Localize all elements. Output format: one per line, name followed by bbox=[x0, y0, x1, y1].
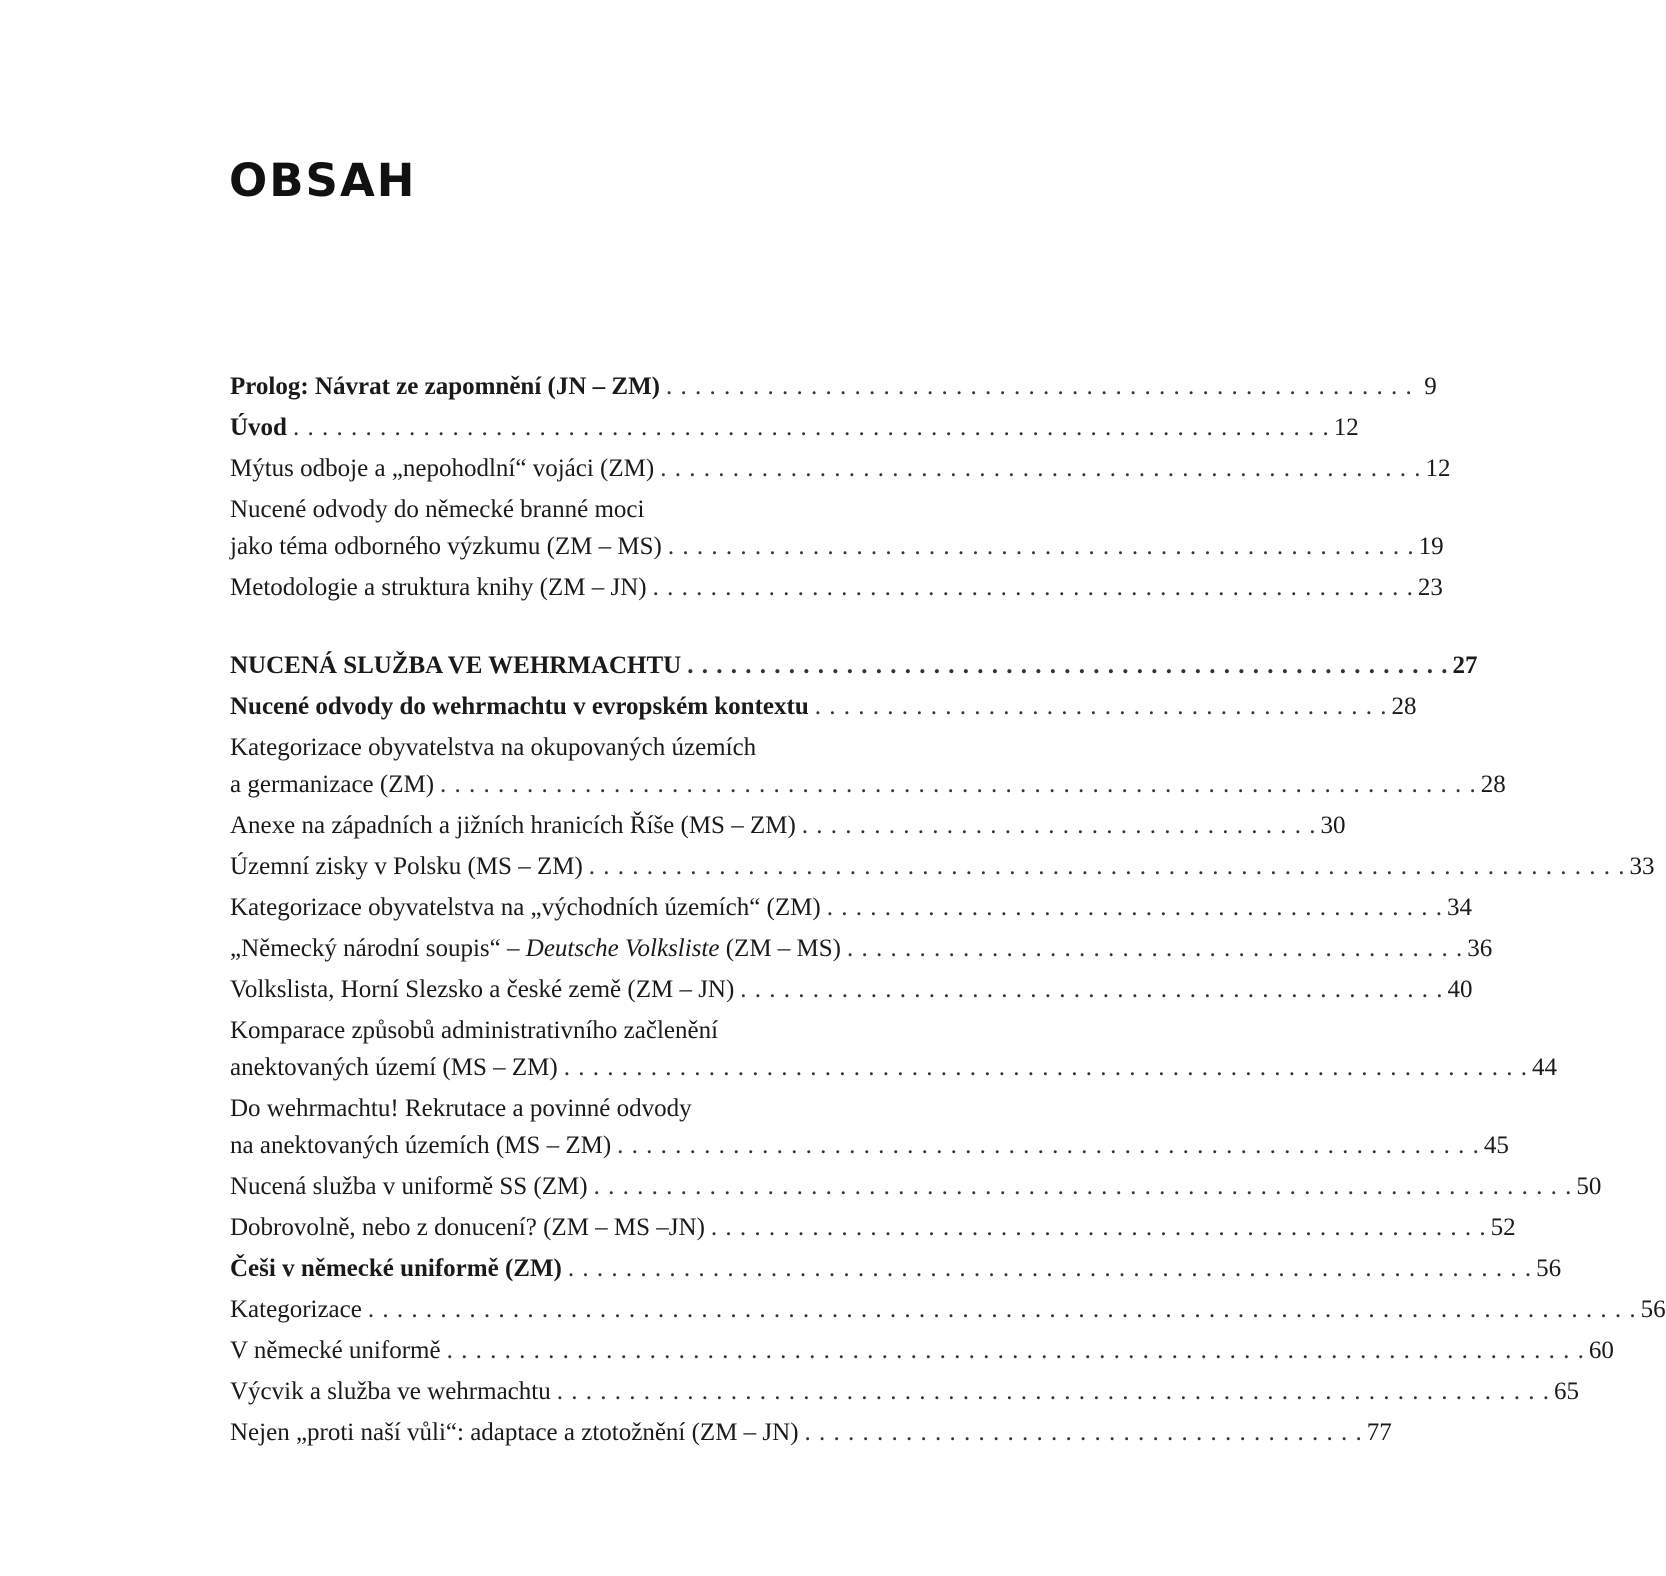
toc-entry-title: Metodologie a struktura knihy (ZM – JN) bbox=[230, 574, 647, 601]
leader-dots: . . . . . . . . . . . . . . . . . . . . . . . . . . . . . . . . . . . . . . . . . . . . . . . . . . . . . bbox=[660, 455, 1422, 482]
toc-entry-prolog[interactable] bbox=[230, 368, 1437, 405]
toc-entry-page: 52 bbox=[1490, 1214, 1516, 1241]
toc-entry-page: 40 bbox=[1447, 976, 1473, 1003]
leader-dots: . . . . . . . . . . . . . . . . . . . . . . . . . . . . . . . . . . . . . . . . . . . bbox=[847, 935, 1464, 962]
leader-dots: . . . . . . . . . . . . . . . . . . . . . . . . . . . . . . . . . . . . . . . . . . . . . . . . . . . . . . . . . . . . . . . . . . . bbox=[563, 1054, 1528, 1081]
toc-entry-uniforma-ss[interactable] bbox=[230, 1168, 1602, 1205]
leader-dots: . . . . . . . . . . . . . . . . . . . . . . . . . . . . . . . . . . . . bbox=[801, 812, 1317, 839]
toc-entry-title: Volkslista, Horní Slezsko a české země (ZM – JN) bbox=[230, 976, 735, 1003]
toc-entry-v-nemecke-uniforme[interactable] bbox=[230, 1332, 1614, 1369]
leader-dots: . . . . . . . . . . . . . . . . . . . . . . . . . . . . . . . . . . . . . . . . . . . . . . . . . . . . bbox=[666, 373, 1413, 400]
leader-dots: . . . . . . . . . . . . . . . . . . . . . . . . . . . . . . . . . . . . . . . . . . . . . . . . . . . . . . . . . . . . . . . . . . . . . . . . bbox=[440, 771, 1477, 798]
toc-entry-dobrovolne[interactable] bbox=[230, 1209, 1516, 1246]
leader-dots: . . . . . . . . . . . . . . . . . . . . . . . . . . . . . . . . . . . . . . . . . . . . . . . . . . . . . . . . . . . . . . . . . . . . . . . . bbox=[292, 414, 1330, 441]
toc-entry-evropsky-kontext[interactable] bbox=[230, 688, 1417, 725]
leader-dots: . . . . . . . . . . . . . . . . . . . . . . . . . . . . . . . . . . . . . . . . . . . . . . . . . . . . . . . . . . . . . . . . . . . . bbox=[593, 1173, 1573, 1200]
toc-entry-page: 12 bbox=[1425, 455, 1451, 482]
toc-entry-uzemni-zisky[interactable] bbox=[230, 848, 1655, 885]
toc-entry-title: jako téma odborného výzkumu (ZM – MS) bbox=[230, 533, 662, 560]
leader-dots: . . . . . . . . . . . . . . . . . . . . . . . . . . . . . . . . . . . . . . . . bbox=[814, 693, 1388, 720]
toc-entry-metodologie[interactable] bbox=[230, 569, 1443, 606]
toc-entry-title: Anexe na západních a jižních hranicích Říše (MS – ZM) bbox=[230, 812, 796, 839]
toc-entry-title-line1: Komparace způsobů administrativního začlenění bbox=[230, 1017, 719, 1044]
toc-entry-title-line1: Nucené odvody do německé branné moci bbox=[230, 496, 645, 523]
toc-entry-page: 34 bbox=[1446, 894, 1472, 921]
leader-dots: . . . . . . . . . . . . . . . . . . . . . . . . . . . . . . . . . . . . . . . . . . . . . . . . . . . . . . . . . . . . . . . . . . . . . . . . . . . . . . . bbox=[446, 1337, 1585, 1364]
toc-entry-mytus[interactable] bbox=[230, 450, 1451, 487]
toc-entry-title-part: (ZM – MS) bbox=[719, 935, 842, 962]
toc-entry-do-wehrmachtu[interactable] bbox=[230, 1090, 1509, 1164]
toc-entry-title-line1: Kategorizace obyvatelstva na okupovaných územích bbox=[230, 734, 757, 761]
toc-entry-page: 12 bbox=[1333, 414, 1359, 441]
leader-dots: . . . . . . . . . . . . . . . . . . . . . . . . . . . . . . . . . . . . . . . . . . . . . . . . . . . . bbox=[667, 533, 1415, 560]
toc-entry-title: Úvod bbox=[230, 414, 287, 441]
toc-entry-page: 44 bbox=[1531, 1054, 1557, 1081]
toc-entry-title: NUCENÁ SLUŽBA VE WEHRMACHTU bbox=[230, 652, 682, 679]
toc-entry-title bbox=[230, 930, 841, 967]
toc-entry-title: Nucená služba v uniformě SS (ZM) bbox=[230, 1173, 588, 1200]
toc-entry-volkslista[interactable] bbox=[230, 971, 1473, 1008]
leader-dots: . . . . . . . . . . . . . . . . . . . . . . . . . . . . . . . . . . . . . . . . . . . . . . . . . . . . . . . . . . . . . . . . . . . . . . . . . . . . . . . . . . . . . . . . bbox=[367, 1296, 1637, 1323]
toc-entry-narodni-soupis[interactable] bbox=[230, 930, 1493, 967]
leader-dots: . . . . . . . . . . . . . . . . . . . . . . . . . . . . . . . . . . . . . . . . . . . . . . . . . . . . . bbox=[652, 574, 1414, 601]
toc-entry-page: 27 bbox=[1452, 652, 1478, 679]
toc-entry-title: Prolog: Návrat ze zapomnění (JN – ZM) bbox=[230, 373, 661, 400]
toc-entry-page: 28 bbox=[1480, 771, 1506, 798]
toc-entry-page: 9 bbox=[1424, 373, 1437, 400]
toc-entry-uvod[interactable] bbox=[230, 409, 1359, 446]
toc-entry-page: 77 bbox=[1366, 1419, 1392, 1446]
toc-entry-title-line1: Do wehrmachtu! Rekrutace a povinné odvody bbox=[230, 1095, 692, 1122]
leader-dots: . . . . . . . . . . . . . . . . . . . . . . . . . . . . . . . . . . . . . . . . . . . . . . . . . . . . . . . . . . . . . . . . . . . bbox=[567, 1255, 1533, 1282]
toc-entry-title: Nejen „proti naší vůli“: adaptace a ztotožnění (ZM – JN) bbox=[230, 1419, 799, 1446]
toc-entry-cesi-v-uniforme[interactable] bbox=[230, 1250, 1562, 1287]
toc-entry-title: na anektovaných územích (MS – ZM) bbox=[230, 1132, 612, 1159]
toc-entry-kategorizace-vychodni[interactable] bbox=[230, 889, 1472, 926]
toc-entry-page: 28 bbox=[1391, 693, 1417, 720]
toc-entry-title: anektovaných území (MS – ZM) bbox=[230, 1054, 558, 1081]
toc-entry-page: 23 bbox=[1417, 574, 1443, 601]
page-title: OBSAH bbox=[229, 154, 417, 207]
toc-entry-page: 30 bbox=[1320, 812, 1346, 839]
leader-dots: . . . . . . . . . . . . . . . . . . . . . . . . . . . . . . . . . . . . . . . . . . . . . . . . . . . . . . . . . . . . . . . . . . . . . bbox=[556, 1378, 1550, 1405]
toc-entry-page: 56 bbox=[1536, 1255, 1562, 1282]
toc-entry-vycvik[interactable] bbox=[230, 1373, 1579, 1410]
toc-entry-page: 33 bbox=[1629, 853, 1655, 880]
toc-entry-page: 19 bbox=[1418, 533, 1444, 560]
toc-entry-title: Kategorizace bbox=[230, 1296, 362, 1323]
leader-dots: . . . . . . . . . . . . . . . . . . . . . . . . . . . . . . . . . . . . . . . . . . . . . . . . . . . . . . bbox=[710, 1214, 1487, 1241]
toc-entry-title: Kategorizace obyvatelstva na „východních územích“ (ZM) bbox=[230, 894, 821, 921]
toc-entry-title: Územní zisky v Polsku (MS – ZM) bbox=[230, 853, 583, 880]
leader-dots: . . . . . . . . . . . . . . . . . . . . . . . . . . . . . . . . . . . . . . . . . . . bbox=[826, 894, 1443, 921]
toc-entry-title: Dobrovolně, nebo z donucení? (ZM – MS –JN) bbox=[230, 1214, 705, 1241]
toc-entry-kategorizace[interactable] bbox=[230, 1291, 1666, 1328]
toc-entry-title: Češi v německé uniformě (ZM) bbox=[230, 1255, 562, 1282]
leader-dots: . . . . . . . . . . . . . . . . . . . . . . . . . . . . . . . . . . . . . . . . . . . . . . . . . . . . . . . . . . . . bbox=[617, 1132, 1480, 1159]
toc-entry-page: 65 bbox=[1553, 1378, 1579, 1405]
toc-entry-page: 56 bbox=[1640, 1296, 1666, 1323]
toc-entry-nejen-proti[interactable] bbox=[230, 1414, 1392, 1451]
toc-entry-page: 60 bbox=[1588, 1337, 1614, 1364]
toc-entry-nucene-odvody-tema[interactable] bbox=[230, 491, 1444, 565]
toc-entry-title-italic: Deutsche Volksliste bbox=[525, 935, 720, 962]
toc-entry-kategorizace-okupovana[interactable] bbox=[230, 729, 1506, 803]
toc-entry-title: a germanizace (ZM) bbox=[230, 771, 435, 798]
leader-dots: . . . . . . . . . . . . . . . . . . . . . . . . . . . . . . . . . . . . . . . bbox=[804, 1419, 1363, 1446]
toc-entry-komparace[interactable] bbox=[230, 1012, 1557, 1086]
toc-entry-title: Výcvik a služba ve wehrmachtu bbox=[230, 1378, 551, 1405]
toc-part-nucena-sluzba[interactable] bbox=[230, 647, 1478, 684]
toc-entry-page: 50 bbox=[1576, 1173, 1602, 1200]
leader-dots: . . . . . . . . . . . . . . . . . . . . . . . . . . . . . . . . . . . . . . . . . . . . . . . . . . . . . . . . . . . . . . . . . . . . . . . . bbox=[588, 853, 1626, 880]
leader-dots: . . . . . . . . . . . . . . . . . . . . . . . . . . . . . . . . . . . . . . . . . . . . . . . . . bbox=[740, 976, 1444, 1003]
leader-dots: . . . . . . . . . . . . . . . . . . . . . . . . . . . . . . . . . . . . . . . . . . . . . . . . . . . . . bbox=[687, 652, 1449, 679]
toc-entry-title-part: „Německý národní soupis“ – bbox=[230, 935, 526, 962]
toc-entry-page: 45 bbox=[1483, 1132, 1509, 1159]
toc-entry-anexe[interactable] bbox=[230, 807, 1346, 844]
toc-entry-title: Nucené odvody do wehrmachtu v evropském kontextu bbox=[230, 693, 809, 720]
toc-entry-title: Mýtus odboje a „nepohodlní“ vojáci (ZM) bbox=[230, 455, 655, 482]
toc-entry-title: V německé uniformě bbox=[230, 1337, 441, 1364]
toc-entry-page: 36 bbox=[1467, 935, 1493, 962]
table-of-contents bbox=[230, 368, 1666, 1451]
